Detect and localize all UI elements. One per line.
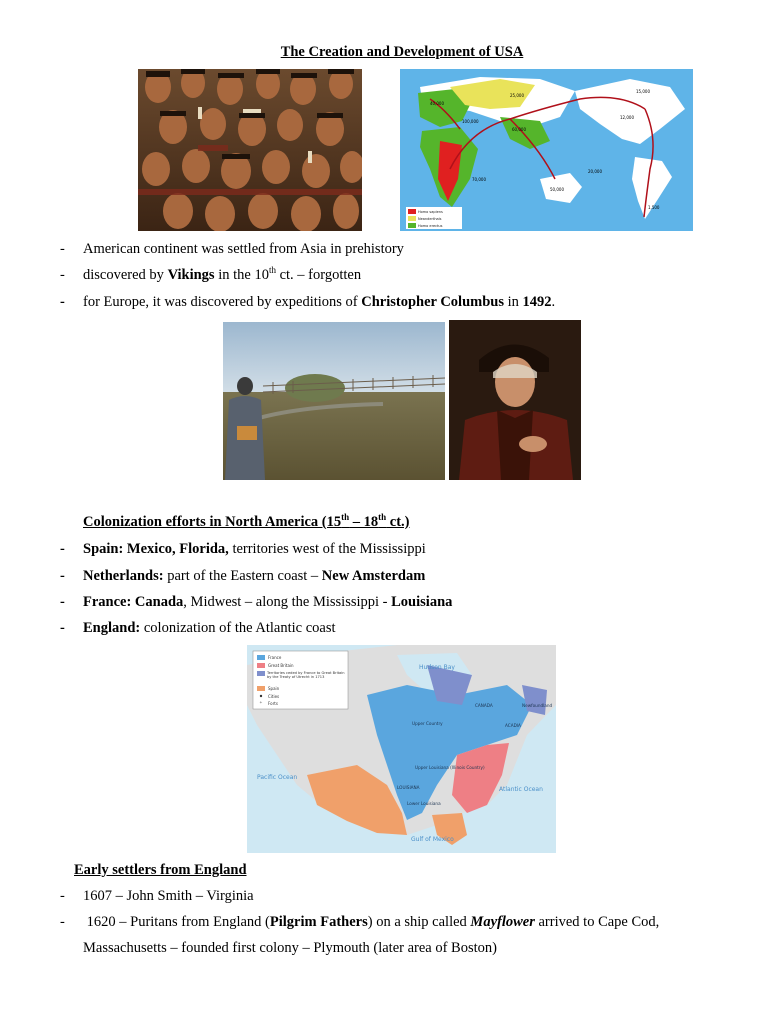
map-label-louisiana: LOUISIANA (397, 785, 420, 790)
map-label-gulf: Gulf of Mexico (411, 836, 454, 843)
bullet-dash: - (60, 267, 65, 283)
bullet-text: territories west of the Mississippi (228, 541, 426, 557)
bullet-bold-text: Pilgrim Fathers (269, 914, 368, 930)
heading-text: ct.) (386, 514, 410, 530)
bullet-text: colonization of the Atlantic coast (140, 620, 336, 636)
migration-number: 1,500 (648, 205, 660, 210)
columbus-portrait (449, 320, 581, 480)
bullet-text: discovered by (83, 267, 168, 283)
map-legend-forts: Forts (268, 701, 278, 706)
map-legend-spain: Spain (268, 686, 280, 691)
colonization-heading (83, 514, 410, 531)
page-title: The Creation and Development of USA (280, 44, 524, 60)
bullet-dash: - (60, 568, 65, 584)
bullet-vikings (60, 266, 361, 284)
map-label-atlantic: Atlantic Ocean (499, 786, 543, 793)
bullet-dash: - (60, 594, 65, 610)
native-americans-painting (138, 69, 362, 231)
bullet-text: in the 10 (214, 267, 269, 283)
migration-number: 12,000 (620, 115, 634, 120)
superscript: th (268, 265, 276, 276)
bullet-spain (60, 540, 426, 558)
bullet-text: . (551, 294, 556, 310)
viking-settlement-photo (223, 322, 445, 480)
map-label-acadia: ACADIA (505, 723, 521, 728)
migration-number: 25,000 (510, 93, 524, 98)
bullet-john-smith (60, 887, 254, 905)
bullet-dash: - (60, 620, 65, 636)
migration-number: 60,000 (512, 127, 526, 132)
migration-number: 15,000 (636, 89, 650, 94)
svg-text:+: + (259, 701, 263, 706)
migration-legend-homo-erectus: Homo erectus (418, 224, 443, 228)
migration-number: 70,000 (472, 177, 486, 182)
bullet-settled-from-asia (60, 240, 404, 258)
colonial-north-america-map (247, 645, 556, 853)
bullet-text: 1620 – Puritans from England ( (83, 914, 270, 930)
migration-legend-neanderthals: Neanderthals (418, 217, 442, 221)
heading-text: – 18 (349, 514, 379, 530)
bullet-dash: - (60, 888, 65, 904)
map-label-lower-louisiana: Lower Louisiana (407, 801, 441, 806)
superscript: th (341, 512, 350, 523)
map-label-pacific: Pacific Ocean (257, 774, 298, 781)
bullet-dash: - (60, 294, 65, 310)
map-label-hudson-bay: Hudson Bay (419, 664, 455, 671)
map-label-upper-louisiana: Upper Louisiana (Illinois Country) (415, 765, 485, 770)
map-legend-ceded: Territories ceded by France to Great Britain by the Treaty of Utrecht in 1713 (267, 671, 345, 679)
bullet-dash: - (60, 241, 65, 257)
map-label-newfoundland: Newfoundland (522, 703, 553, 708)
bullet-columbus (60, 293, 555, 311)
bullet-france (60, 593, 452, 611)
bullet-bold-text: Louisiana (391, 594, 453, 610)
bullet-text: , Midwest – along the Mississippi - (183, 594, 392, 610)
map-label-upper-country: Upper Country (412, 721, 443, 726)
bullet-text: ) on a ship called (367, 914, 471, 930)
bullet-bold-text: 1492 (522, 294, 552, 310)
human-migration-map (400, 69, 693, 231)
bullet-bold-italic-text: Mayflower (470, 914, 535, 930)
map-label-canada: CANADA (475, 703, 493, 708)
heading-text: Colonization efforts in North America (15 (83, 514, 342, 530)
map-legend-cities: Cities (268, 694, 280, 699)
early-settlers-heading: Early settlers from England (74, 862, 247, 878)
bullet-bold-text: England: (83, 620, 141, 636)
migration-number: 50,000 (550, 187, 564, 192)
bullet-bold-text: New Amsterdam (321, 568, 426, 584)
bullet-bold-text: France: Canada (83, 594, 184, 610)
bullet-text: American continent was settled from Asia in prehistory (83, 241, 404, 257)
bullet-bold-text: Vikings (167, 267, 215, 283)
migration-number: 100,000 (462, 119, 479, 124)
bullet-netherlands (60, 567, 425, 585)
migration-number: 40,000 (430, 101, 444, 106)
bullet-text: in (504, 294, 523, 310)
bullet-bold-text: Spain: Mexico, Florida, (83, 541, 229, 557)
pilgrim-continuation: Massachusetts – founded first colony – Plymouth (later area of Boston) (83, 940, 497, 956)
bullet-bold-text: Christopher Columbus (361, 294, 504, 310)
bullet-england (60, 619, 336, 637)
bullet-dash: - (60, 914, 65, 930)
map-legend-france: France (268, 655, 282, 660)
bullet-text: ct. – forgotten (275, 267, 362, 283)
superscript: th (378, 512, 387, 523)
migration-legend-homo-sapiens: Homo sapiens (418, 210, 443, 214)
bullet-text: 1607 – John Smith – Virginia (83, 888, 254, 904)
bullet-text: part of the Eastern coast – (163, 568, 322, 584)
bullet-text: for Europe, it was discovered by expeditions of (83, 294, 362, 310)
migration-number: 20,000 (588, 169, 602, 174)
bullet-bold-text: Netherlands: (83, 568, 164, 584)
bullet-dash: - (60, 541, 65, 557)
bullet-pilgrim-fathers (60, 913, 659, 931)
bullet-text: arrived to Cape Cod, (534, 914, 660, 930)
map-legend-great-britain: Great Britain (268, 663, 294, 668)
